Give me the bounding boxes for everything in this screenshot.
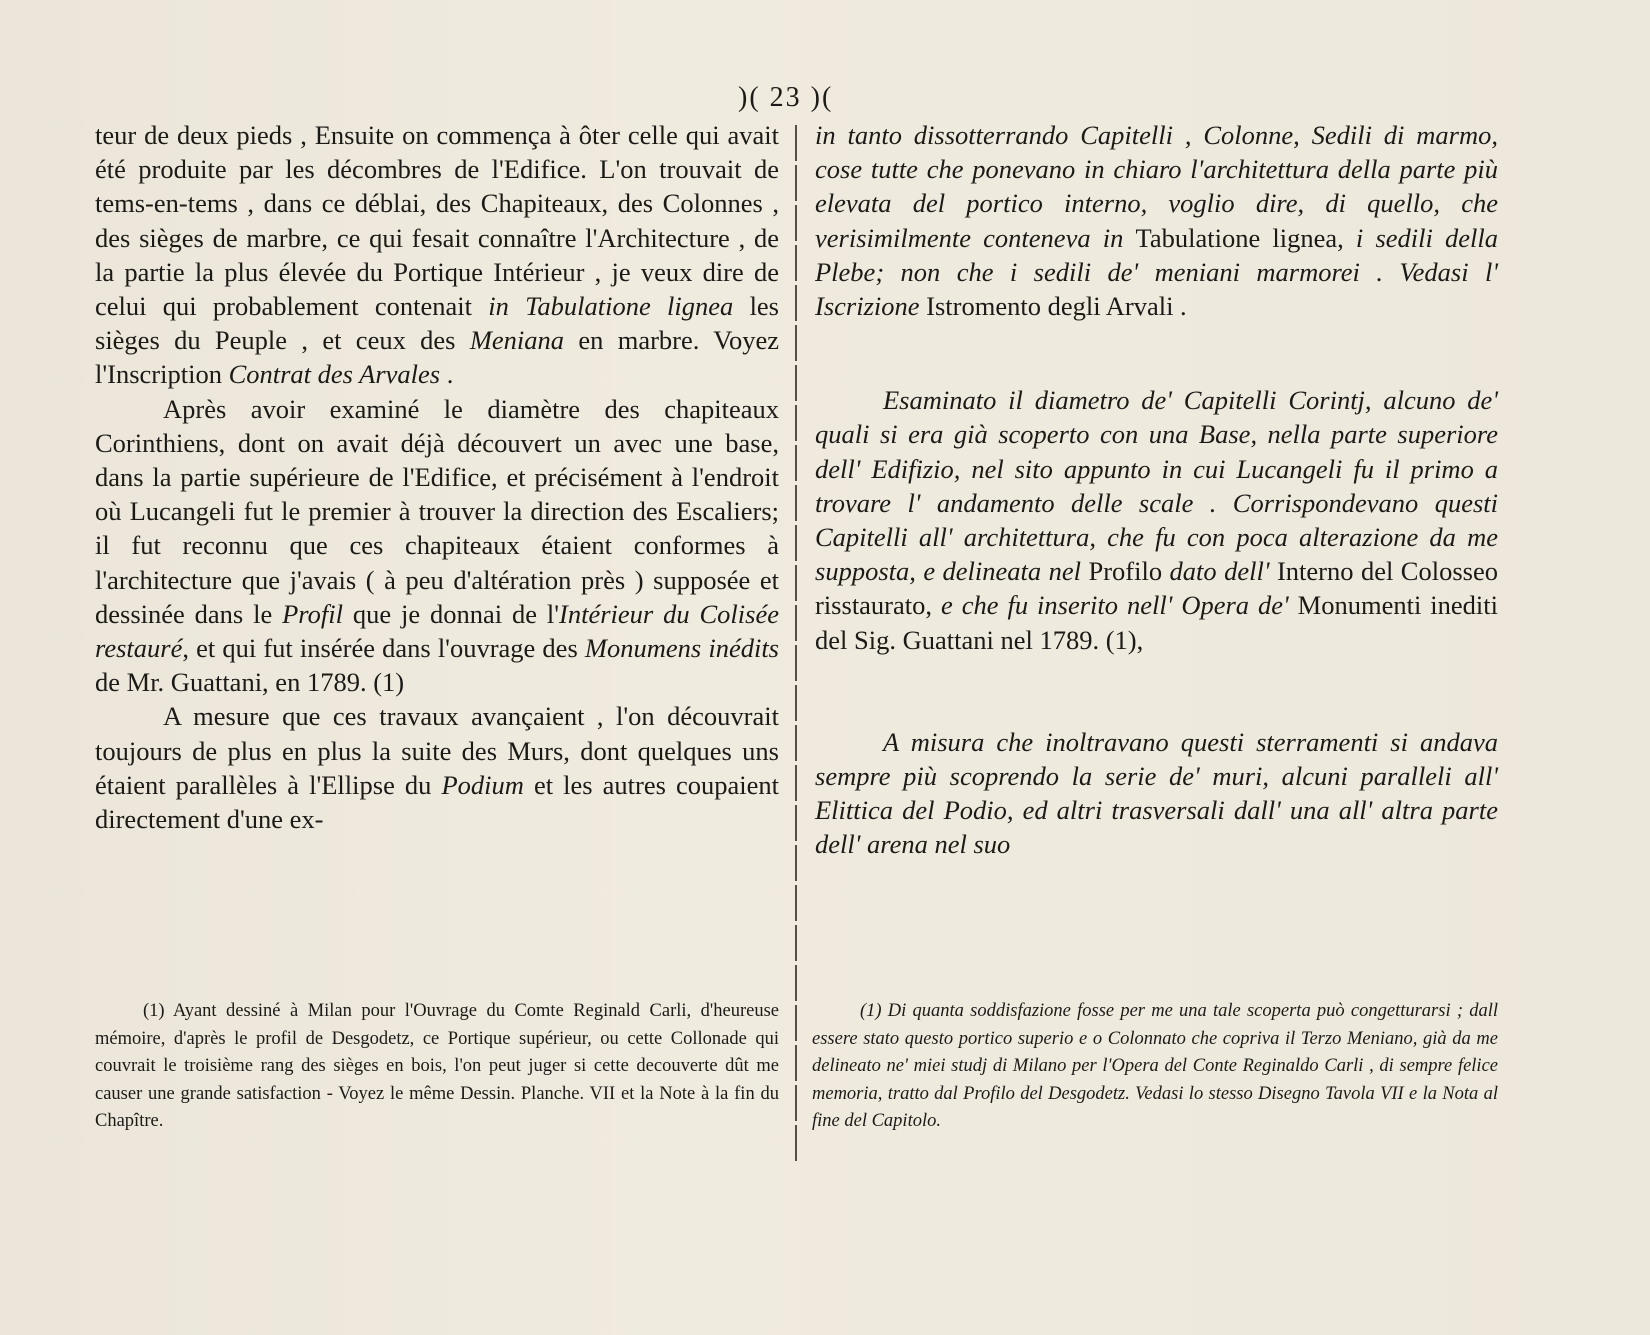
french-paragraph-2 (95, 392, 779, 700)
text-run: Interno del Colosseo risstaurato, (815, 556, 1498, 621)
italic-run: Contrat des Arvales (228, 359, 441, 390)
paragraph-gap (815, 323, 1498, 383)
italic-run: in tanto dissotterrando Capitelli , Colonne, Sedili di marmo, cose tutte che ponevano in chiaro l'architettura della parte più elevata del portico interno, voglio dire, di quello, che verisimilmente conteneva in (815, 120, 1498, 253)
text-run: A mesure que ces travaux avançaient , l'on découvrait toujours de plus en plus la suite des Murs, dont quelques uns étaient parallèles à l'Ellipse du (95, 701, 779, 800)
text-run: les sièges du Peuple , et ceux des (95, 291, 779, 356)
italic-run: Esaminato il diametro de' Capitelli Corintj, alcuno de' quali si era già scoperto con una Base, nella parte superiore dell' Edifizio, nel sito appunto in cui Lucangeli fu il primo a trovare l' andamento delle scale . Corrispondevano questi Capitelli all' architettura, che fu con poca alterazione da me supposta, e delineata nel (815, 385, 1498, 587)
text-run: Monumenti inediti del Sig. Guattani nel 1789. (1), (815, 590, 1499, 655)
italic-run: Podium (441, 769, 524, 800)
french-paragraph-1 (95, 118, 779, 392)
italian-paragraph-3 (815, 725, 1498, 862)
paragraph-gap (815, 657, 1498, 725)
italic-run: A misura che inoltravano questi sterramenti si andava sempre più scoprendo la serie de' muri, alcuni paralleli all' Elittica del Podio, ed altri trasversali dall' una all' altra parte dell' arena nel suo (815, 726, 1498, 860)
italian-paragraph-1 (815, 118, 1498, 323)
italic-run: Profil (282, 598, 343, 629)
text-run: que je donnai de l' (342, 598, 560, 629)
french-column (95, 118, 779, 836)
italian-footnote (812, 998, 1498, 1136)
column-divider (795, 125, 797, 1165)
text-run: Profilo (1088, 556, 1170, 587)
italic-run: dato dell' (1169, 556, 1277, 587)
italic-run: e che fu inserito nell' Opera de' (940, 590, 1298, 621)
text-run: teur de deux pieds , Ensuite on commença à ôter celle qui avait été produite par les décombres de l'Edifice. L'on trouvait de tems-en-tems , dans ce déblai, des Chapiteaux, des Colonnes , des sièges de marbre, ce qui fesait connaître l'Architecture , de la partie la plus élevée du Portique Intérieur , je veux dire de celui qui probablement contenait (95, 120, 779, 322)
italic-run: in Tabulatione lignea (488, 291, 734, 322)
french-footnote (95, 998, 779, 1136)
text-run: de Mr. Guattani, en 1789. (1) (95, 667, 405, 698)
text-run: Tabulatione lignea, (1135, 222, 1356, 253)
italian-footnote-text: (1) Di quanta soddisfazione fosse per me una tale scoperta può congetturarsi ; dall essere stato questo portico superio e o Colonnato che copriva il Terzo Meniano, già da me delineato ne' miei studj di Milano per l'Opera del Conte Reginaldo Carli , di sempre felice memoria, tratto dal Profilo del Desgodetz. Vedasi lo stesso Disegno Tavola VII e la Nota al fine del Capitolo. (812, 1001, 1498, 1131)
text-run: et les autres coupaient directement d'une ex- (95, 769, 779, 835)
french-footnote-text: (1) Ayant dessiné à Milan pour l'Ouvrage du Comte Reginald Carli, d'heureuse mémoire, d'après le profil de Desgodetz, ce Portique supérieur, ou cette Collonade qui couvrait le troisième rang des sièges en bois, l'on peut juger si cette decouverte dût me causer une grande satisfaction - Voyez le même Dessin. Planche. VII et la Note à la fin du Chapître. (95, 1001, 779, 1131)
italic-run: Intérieur du Colisée restauré (95, 598, 779, 664)
text-run: . (440, 359, 454, 390)
italic-run: i sedili della Plebe; non che i sedili de' meniani marmorei . Vedasi l' Iscrizione (815, 222, 1498, 322)
italic-run: Meniana (469, 325, 565, 356)
text-run: en marbre. Voyez l'Inscription (95, 325, 779, 390)
text-run: , et qui fut insérée dans l'ouvrage des (182, 633, 585, 664)
page-number: )( 23 )( (738, 82, 834, 113)
text-run: Istromento degli Arvali . (926, 291, 1187, 322)
french-paragraph-3 (95, 699, 779, 836)
italian-column (815, 118, 1498, 862)
text-run: Après avoir examiné le diamètre des chapiteaux Corinthiens, dont on avait déjà découvert un avec une base, dans la partie supérieure de l'Edifice, et précisément à l'endroit où Lucangeli fut le premier à trouver la direction des Escaliers; il fut reconnu que ces chapiteaux étaient conformes à l'architecture que j'avais ( à peu d'altération près ) supposée et dessinée dans le (95, 393, 779, 629)
italic-run: Monumens inédits (584, 633, 779, 664)
italian-paragraph-2 (815, 383, 1498, 657)
